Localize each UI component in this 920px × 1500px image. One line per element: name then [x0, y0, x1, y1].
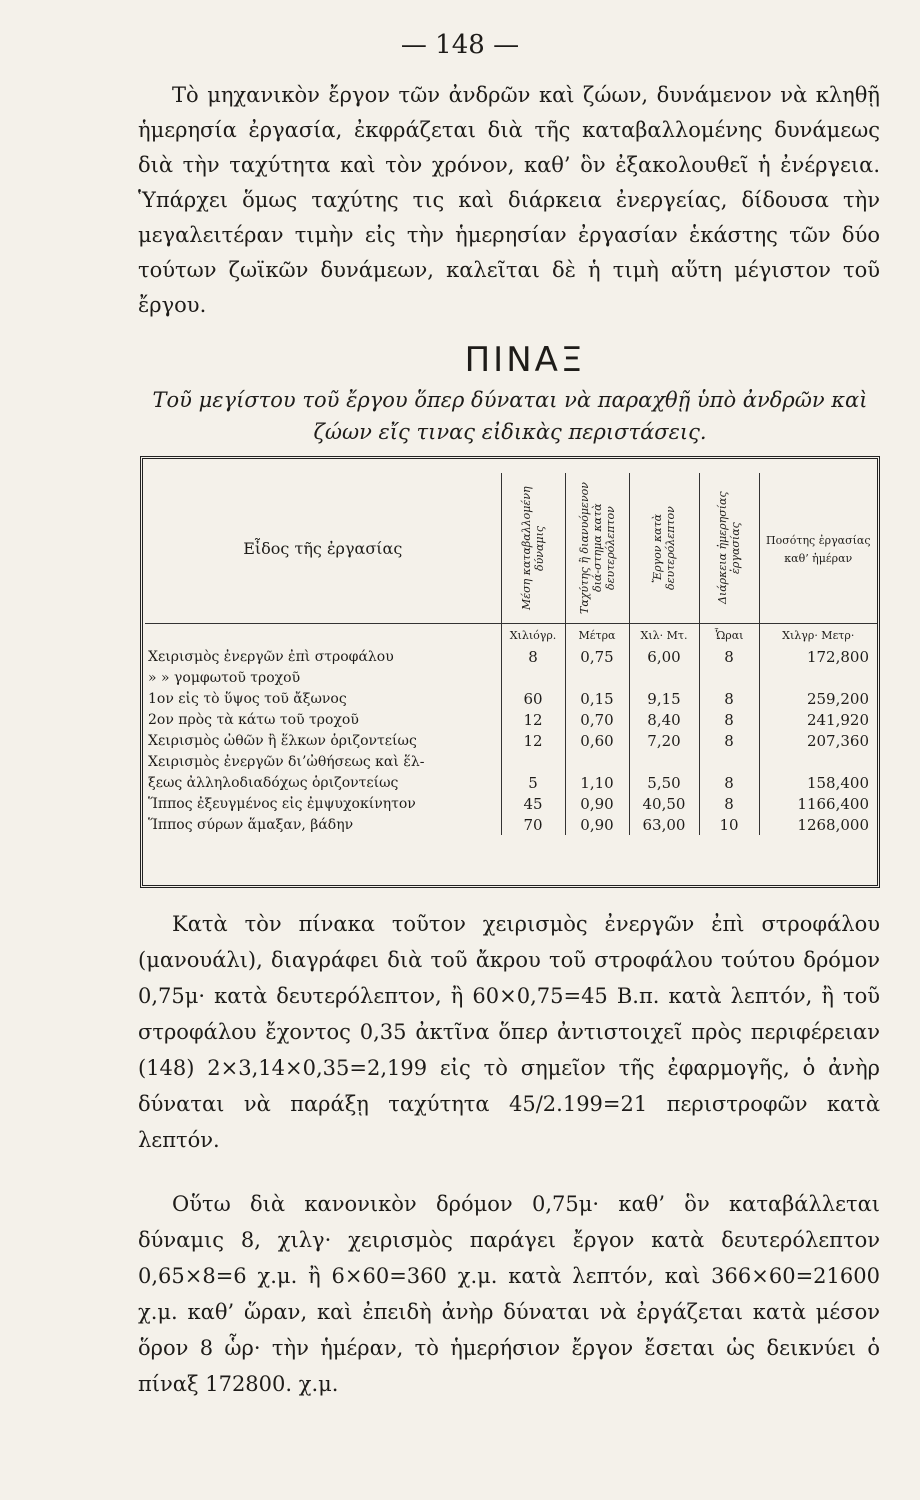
header-speed: Ταχύτης ἢ διανυόμενον διά-στημα κατὰ δευτερόλεπτον	[565, 473, 629, 624]
header-daily: Ποσότης ἐργασίας καθ’ ἡμέραν	[759, 473, 877, 624]
table-row: 1ον εἰς τὸ ὕψος τοῦ ἄξωνος 60 0,15 9,15 8 259,200	[145, 688, 877, 709]
table-row: Χειρισμὸς ἐνεργῶν δι’ὠθήσεως καὶ ἕλ-	[145, 751, 877, 772]
header-kind: Εἶδος τῆς ἐργασίας	[145, 473, 501, 624]
table-row: Χειρισμὸς ὠθῶν ἢ ἕλκων ὁριζοντείως 12 0,60 7,20 8 207,360	[145, 730, 877, 751]
work-table	[145, 473, 877, 835]
work-table-frame	[140, 456, 880, 888]
table-row: » » γομφωτοῦ τροχοῦ	[145, 667, 877, 688]
unit-speed: Μέτρα	[565, 624, 629, 647]
intro-paragraph: Τὸ μηχανικὸν ἔργον τῶν ἀνδρῶν καὶ ζώων, δυνάμενον νὰ κληθῇ ἡμερησία ἐργασία, ἐκφράζεται διὰ τῆς καταβαλλομένης δυνάμεως διὰ τὴν ταχύτητα καὶ τὸν χρόνον, καθ’ ὃν ἐξακολουθεῖ ἡ ἐνέργεια. Ὑπάρχει ὅμως ταχύτης τις καὶ διάρκεια ἐνεργείας, δίδουσα τὴν μεγαλειτέραν τιμὴν εἰς τὴν ἡμερησίαν ἐργασίαν ἑκάστης τῶν δύο τούτων ζωϊκῶν δυνάμεων, καλεῖται δὲ ἡ τιμὴ αὕτη μέγιστον τοῦ ἔργου.	[138, 83, 880, 317]
header-duration: Διάρκεια ἡμερησίας ἐργασίας	[699, 473, 759, 624]
page-number: — 148 —	[400, 30, 520, 60]
units-row	[145, 624, 877, 647]
table-row: ξεως ἀλληλοδιαδόχως ὁριζοντείως 5 1,10 5,50 8 158,400	[145, 772, 877, 793]
unit-daily: Χιλγρ· Μετρ·	[759, 624, 877, 647]
table-row: Ἵππος ἐξευγμένος εἰς ἐμψυχοκίνητον 45 0,90 40,50 8 1166,400	[145, 793, 877, 814]
unit-force: Χιλιόγρ.	[501, 624, 565, 647]
table-row: 2ον πρὸς τὰ κάτω τοῦ τροχοῦ 12 0,70 8,40 8 241,920	[145, 709, 877, 730]
unit-duration: Ὧραι	[699, 624, 759, 647]
calculation-paragraph: Οὕτω διὰ κανονικὸν δρόμον 0,75μ· καθ’ ὃν καταβάλλεται δύναμις 8, χιλγ· χειρισμὸς παράγει ἔργον κατὰ δευτερόλεπτον 0,65×8=6 χ.μ. ἢ 6×60=360 χ.μ. κατὰ λεπτόν, καὶ 366×60=21600 χ.μ. καθ’ ὥραν, καὶ ἐπειδὴ ἀνὴρ δύναται νὰ ἐργάζεται κατὰ μέσον ὅρον 8 ὧρ· τὴν ἡμέραν, τὸ ἡμερήσιον ἔργον ἔσεται ὡς δεικνύει ὁ πίναξ 172800. χ.μ.	[138, 1192, 880, 1396]
header-force: Μέση καταβαλλομένη δύναμις	[501, 473, 565, 624]
table-body	[145, 646, 877, 835]
table-header-row	[145, 473, 877, 624]
unit-work: Χιλ· Μτ.	[629, 624, 699, 647]
table-subtitle: Τοῦ μεγίστου τοῦ ἔργου ὅπερ δύναται νὰ παραχθῇ ὑπὸ ἀνδρῶν καὶ ζώων εἴς τινας εἰδικὰς περιστάσεις.	[152, 388, 868, 444]
table-row: Ἵππος σύρων ἅμαξαν, βάδην 70 0,90 63,00 10 1268,000	[145, 814, 877, 835]
table-row: Χειρισμὸς ἐνεργῶν ἐπὶ στροφάλου 8 0,75 6,00 8 172,800	[145, 646, 877, 667]
explanation-paragraph: Κατὰ τὸν πίνακα τοῦτον χειρισμὸς ἐνεργῶν ἐπὶ στροφάλου (μανουάλι), διαγράφει διὰ τοῦ ἄκρου τοῦ στροφάλου τούτου δρόμον 0,75μ· κατὰ δευτερόλεπτον, ἢ 60×0,75=45 Β.π. κατὰ λεπτόν, ἢ τοῦ στροφάλου ἔχοντος 0,35 ἀκτῖνα ὅπερ ἀντιστοιχεῖ πρὸς περιφέρειαν (148) 2×3,14×0,35=2,199 εἰς τὸ σημεῖον τῆς ἐφαρμογῆς, ὁ ἀνὴρ δύναται νὰ παράξῃ ταχύτητα 45/2.199=21 περιστροφῶν κατὰ λεπτόν.	[138, 912, 880, 1152]
table-title: ΠΙΝΑΞ	[464, 340, 586, 380]
header-work: Ἔργον κατὰ δευτερόλεπτον	[629, 473, 699, 624]
